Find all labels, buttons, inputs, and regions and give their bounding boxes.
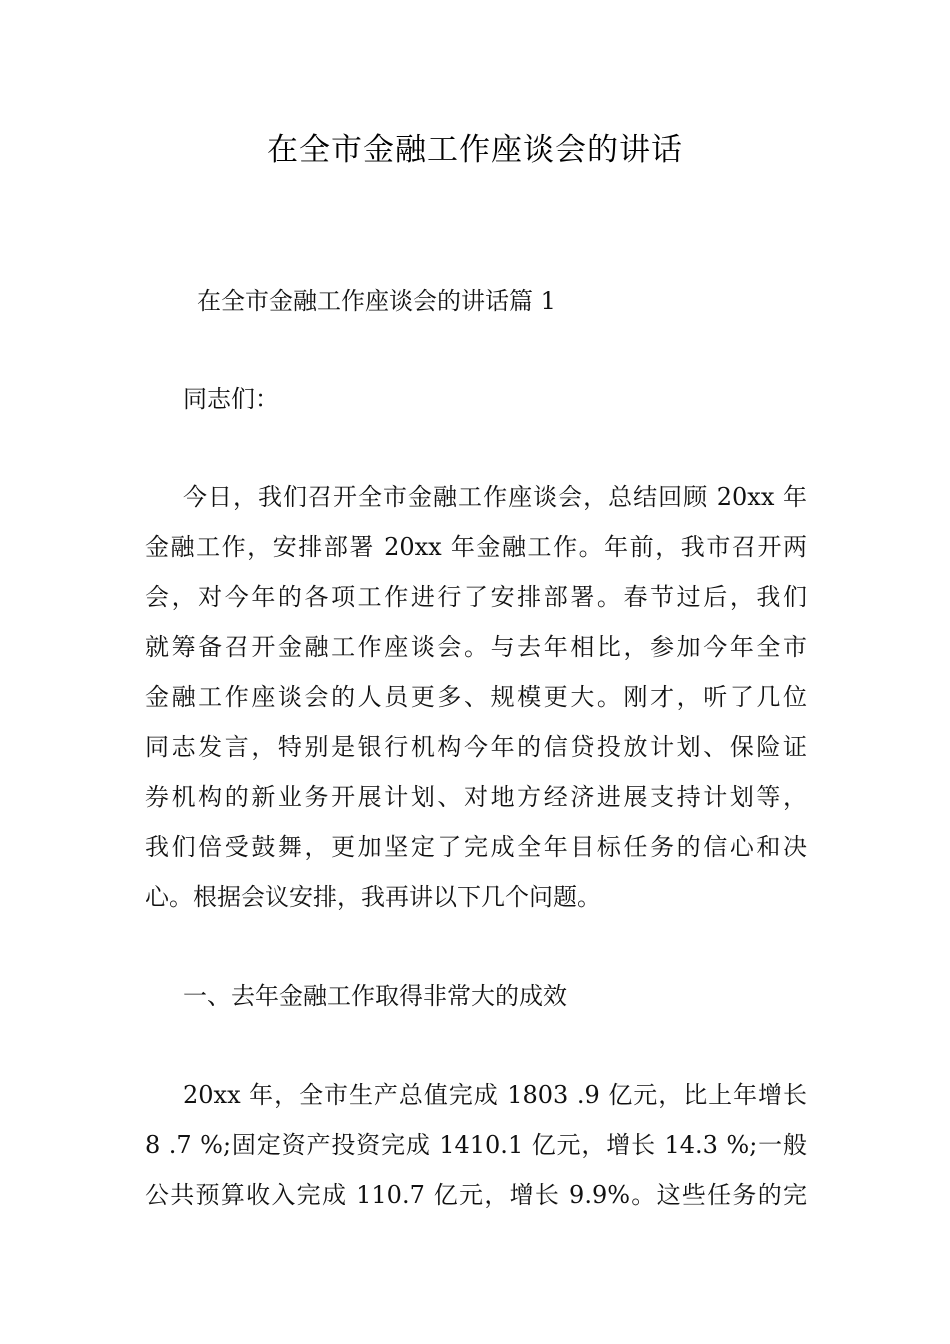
section-heading: 一、去年金融工作取得非常大的成效 (183, 982, 567, 1010)
paragraph-line: 我们倍受鼓舞，更加坚定了完成全年目标任务的信心和决 (145, 833, 807, 861)
paragraph-line: 同志发言，特别是银行机构今年的信贷投放计划、保险证 (145, 733, 807, 761)
paragraph-line: 金融工作，安排部署 20xx 年金融工作。年前，我市召开两 (145, 533, 807, 561)
paragraph-line: 20xx 年，全市生产总值完成 1803 .9 亿元，比上年增长 (183, 1081, 807, 1109)
paragraph-line: 会，对今年的各项工作进行了安排部署。春节过后，我们 (145, 583, 807, 611)
paragraph-line: 今日，我们召开全市金融工作座谈会，总结回顾 20xx 年 (183, 483, 807, 511)
paragraph-line: 就筹备召开金融工作座谈会。与去年相比，参加今年全市 (145, 633, 807, 661)
document-subtitle: 在全市金融工作座谈会的讲话篇 1 (197, 287, 556, 315)
paragraph-line: 券机构的新业务开展计划、对地方经济进展支持计划等， (145, 783, 807, 811)
document-title: 在全市金融工作座谈会的讲话 (267, 132, 683, 168)
paragraph-line: 金融工作座谈会的人员更多、规模更大。刚才，听了几位 (145, 683, 807, 711)
paragraph-line: 公共预算收入完成 110.7 亿元，增长 9.9%。这些任务的完 (145, 1181, 807, 1209)
paragraph-line: 8 .7 %;固定资产投资完成 1410.1 亿元，增长 14.3 %;一般 (145, 1131, 807, 1159)
paragraph-line: 心。根据会议安排，我再讲以下几个问题。 (145, 883, 601, 911)
salutation: 同志们： (183, 385, 279, 413)
